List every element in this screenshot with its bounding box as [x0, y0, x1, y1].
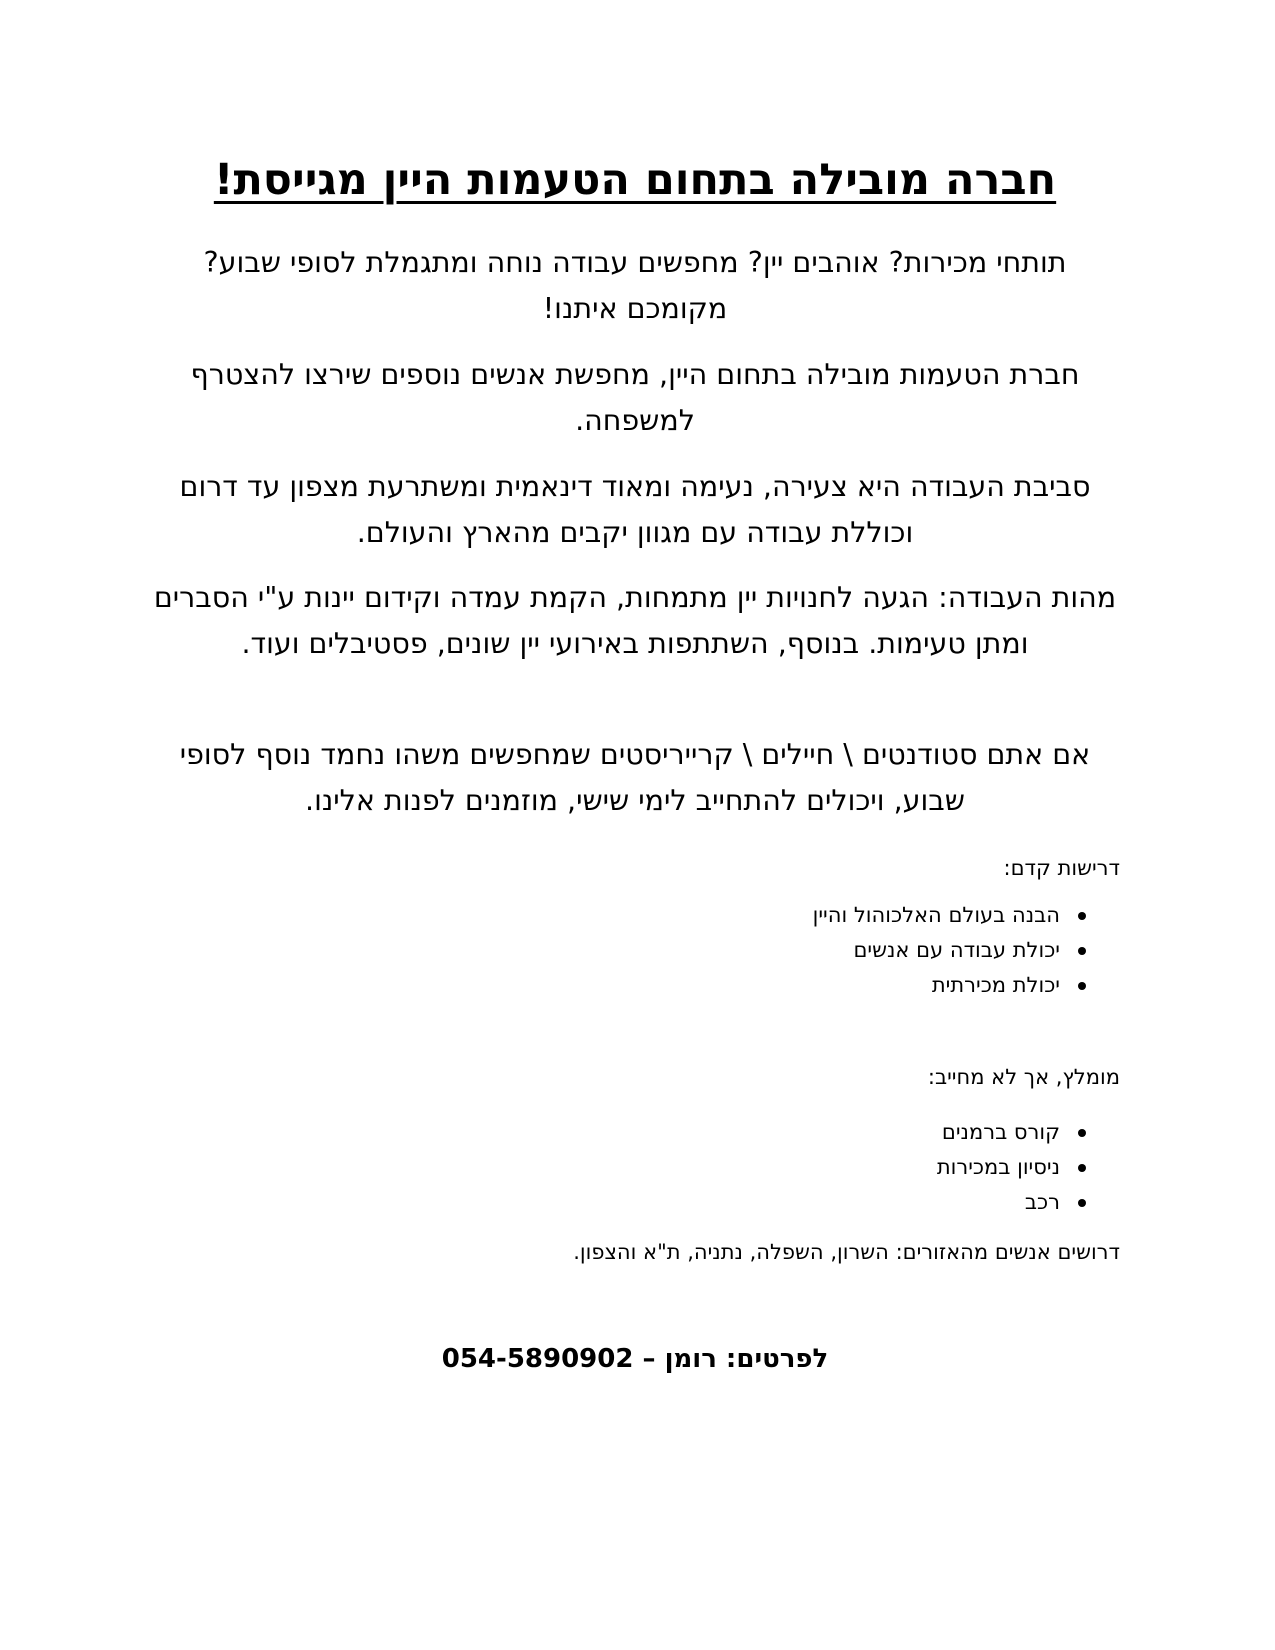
recommended-list [150, 1115, 1120, 1220]
bullet-icon [1078, 947, 1086, 955]
bullet-icon [1078, 982, 1086, 990]
bullet-icon [1078, 1199, 1086, 1207]
audience-paragraph: אם אתם סטודנטים \ חיילים \ קרייריסטים שמחפשים משהו נחמד נוסף לסופי שבוע, ויכולים להתחייב לימי שישי, מוזמנים לפנות אלינו. [179, 738, 1091, 817]
recommended-text: קורס ברמנים [941, 1120, 1060, 1144]
requirement-text: יכולת מכירתית [931, 973, 1060, 997]
requirements-list [150, 898, 1120, 1003]
list-item [150, 1185, 1120, 1220]
areas-text: דרושים אנשים מהאזורים: השרון, השפלה, נתניה, ת"א והצפון. [573, 1240, 1120, 1264]
environment-paragraph: סביבת העבודה היא צעירה, נעימה ומאוד דינאמית ומשתרעת מצפון עד דרום וכוללת עבודה עם מגוון יקבים מהארץ והעולם. [179, 470, 1091, 549]
contact-line [150, 1339, 1120, 1379]
contact-phone: 054-5890902 [441, 1344, 634, 1374]
recommended-label: מומלץ, אך לא מחייב: [927, 1065, 1120, 1089]
company-paragraph: חברת הטעמות מובילה בתחום היין, מחפשת אנשים נוספים שירצו להצטרף למשפחה. [190, 358, 1080, 437]
list-item [150, 933, 1120, 968]
list-item [150, 1150, 1120, 1185]
recommended-text: ניסיון במכירות [936, 1155, 1060, 1179]
requirement-text: יכולת עבודה עם אנשים [853, 938, 1060, 962]
bullet-icon [1078, 912, 1086, 920]
requirement-text: הבנה בעולם האלכוהול והיין [812, 903, 1060, 927]
page-title: חברה מובילה בתחום הטעמות היין מגייסת! [213, 155, 1057, 205]
list-item [150, 1115, 1120, 1150]
bullet-icon [1078, 1164, 1086, 1172]
intro-paragraph: תותחי מכירות? אוהבים יין? מחפשים עבודה נוחה ומתגמלת לסופי שבוע? מקומכם איתנו! [203, 246, 1067, 325]
bullet-icon [1078, 1129, 1086, 1137]
list-item [150, 968, 1120, 1003]
recommended-text: רכב [1024, 1190, 1060, 1214]
list-item [150, 898, 1120, 933]
contact-label: לפרטים: רומן – [642, 1344, 829, 1374]
requirements-label: דרישות קדם: [1003, 856, 1120, 880]
job-description-paragraph: מהות העבודה: הגעה לחנויות יין מתמחות, הקמת עמדה וקידום יינות ע"י הסברים ומתן טעימות. בנוסף, השתתפות באירועי יין שונים, פסטיבלים ועוד. [153, 581, 1117, 660]
